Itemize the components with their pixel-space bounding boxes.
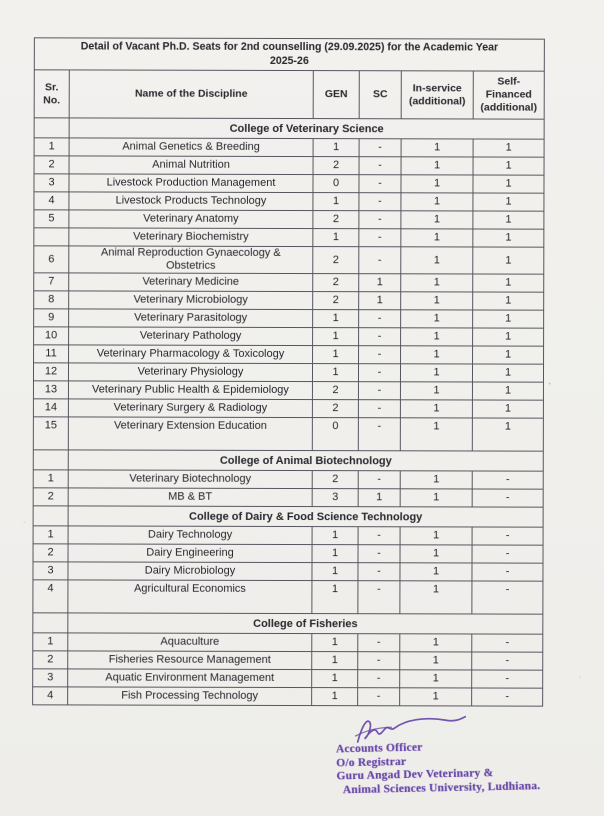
table-row xyxy=(33,363,543,382)
cell-self: 1 xyxy=(472,418,543,451)
cell-discipline: Dairy Microbiology xyxy=(68,562,312,581)
cell-self: 1 xyxy=(473,157,544,175)
column-header-sr: Sr. No. xyxy=(34,70,69,118)
cell-sr: 11 xyxy=(34,345,69,363)
cell-sc: - xyxy=(359,328,401,346)
table-row xyxy=(34,228,544,247)
table-row xyxy=(33,526,543,545)
cell-inservice: 1 xyxy=(400,688,472,706)
cell-sc: - xyxy=(359,157,401,175)
cell-self: 1 xyxy=(473,292,544,310)
cell-gen: 2 xyxy=(313,247,359,274)
section-sr-cell xyxy=(34,118,69,138)
table-row xyxy=(34,327,544,346)
cell-inservice: 1 xyxy=(400,563,472,581)
document-title: Detail of Vacant Ph.D. Seats for 2nd counselling (29.09.2025) for the Academic Year 2025-26 xyxy=(34,38,544,71)
cell-self: - xyxy=(472,581,543,614)
cell-discipline: Fisheries Resource Management xyxy=(68,651,312,670)
cell-discipline: Veterinary Public Health & Epidemiology xyxy=(68,381,312,400)
cell-gen: 1 xyxy=(312,545,358,563)
cell-inservice: 1 xyxy=(400,527,472,545)
cell-inservice: 1 xyxy=(401,157,473,175)
cell-sc: - xyxy=(359,229,401,247)
column-header-inservice: In-service (additional) xyxy=(401,71,473,119)
cell-self: 1 xyxy=(473,193,544,211)
cell-inservice: 1 xyxy=(401,175,473,193)
table-row xyxy=(34,156,544,175)
vacant-seats-table xyxy=(32,37,545,706)
section-header-row xyxy=(34,118,544,139)
cell-gen: 1 xyxy=(312,527,358,545)
section-header-row xyxy=(33,450,543,471)
cell-sr: 3 xyxy=(33,562,68,580)
cell-sc: - xyxy=(358,670,400,688)
cell-gen: 0 xyxy=(312,418,358,451)
cell-sc: - xyxy=(359,211,401,229)
table-row xyxy=(34,345,544,364)
table-row xyxy=(33,669,543,688)
cell-self: - xyxy=(472,527,543,545)
cell-self: 1 xyxy=(473,247,544,274)
cell-sc: 1 xyxy=(359,274,401,292)
cell-sr: 1 xyxy=(34,138,69,156)
cell-inservice: 1 xyxy=(400,581,472,614)
stamp-line-university1: Guru Angad Dev Veterinary & xyxy=(336,767,494,783)
cell-discipline: Veterinary Physiology xyxy=(68,363,312,382)
cell-gen: 1 xyxy=(313,229,359,247)
cell-self: 1 xyxy=(473,211,544,229)
cell-inservice: 1 xyxy=(401,229,473,247)
cell-inservice: 1 xyxy=(401,211,473,229)
cell-gen: 2 xyxy=(313,157,359,175)
table-row xyxy=(33,580,543,614)
cell-self: 1 xyxy=(473,328,544,346)
table-row xyxy=(33,417,543,451)
cell-sc: - xyxy=(358,545,400,563)
cell-self: 1 xyxy=(472,364,543,382)
cell-sc: - xyxy=(359,175,401,193)
cell-inservice: 1 xyxy=(400,364,472,382)
section-header-row xyxy=(33,506,543,527)
table-row xyxy=(33,562,543,581)
cell-self: 1 xyxy=(472,382,543,400)
cell-sc: - xyxy=(359,193,401,211)
cell-sc: 1 xyxy=(358,489,400,507)
cell-discipline: Animal Nutrition xyxy=(69,156,313,175)
cell-sc: - xyxy=(358,471,400,489)
cell-gen: 1 xyxy=(312,364,358,382)
table-row xyxy=(34,291,544,310)
cell-sc: - xyxy=(359,139,401,157)
stamp-line-office: O/o Registrar xyxy=(336,755,407,769)
cell-inservice: 1 xyxy=(400,670,472,688)
section-title: College of Fisheries xyxy=(68,613,543,634)
cell-sc: - xyxy=(358,581,400,614)
cell-inservice: 1 xyxy=(401,274,473,292)
cell-gen: 1 xyxy=(313,193,359,211)
table-row xyxy=(33,488,543,507)
cell-inservice: 1 xyxy=(400,400,472,418)
cell-discipline: Aquaculture xyxy=(68,633,312,652)
cell-gen: 2 xyxy=(313,211,359,229)
cell-sc: - xyxy=(358,400,400,418)
cell-discipline: Livestock Production Management xyxy=(69,174,313,193)
title-row xyxy=(34,38,544,71)
cell-gen: 2 xyxy=(313,274,359,292)
cell-sc: - xyxy=(359,346,401,364)
cell-discipline: Dairy Engineering xyxy=(68,544,312,563)
cell-sr: 8 xyxy=(34,291,69,309)
column-header-self: Self- Financed (additional) xyxy=(473,71,544,119)
cell-gen: 2 xyxy=(312,400,358,418)
table-row xyxy=(34,246,544,274)
cell-sr: 10 xyxy=(34,327,69,345)
cell-gen: 1 xyxy=(312,652,358,670)
cell-sc: - xyxy=(358,418,400,451)
cell-sc: - xyxy=(358,652,400,670)
cell-sr: 2 xyxy=(34,156,69,174)
cell-self: 1 xyxy=(473,274,544,292)
cell-discipline: Veterinary Biotechnology xyxy=(68,470,312,489)
cell-discipline: Animal Reproduction Gynaecology & Obstetrics xyxy=(69,246,313,274)
section-title: College of Veterinary Science xyxy=(69,118,544,139)
cell-inservice: 1 xyxy=(401,139,473,157)
cell-gen: 2 xyxy=(313,292,359,310)
cell-self: - xyxy=(472,670,543,688)
cell-sr: 3 xyxy=(33,669,68,687)
column-header-gen: GEN xyxy=(313,71,359,119)
cell-sc: 1 xyxy=(359,292,401,310)
table-row xyxy=(34,138,544,157)
cell-sc: - xyxy=(358,688,400,706)
cell-self: 1 xyxy=(473,175,544,193)
cell-sc: - xyxy=(359,310,401,328)
cell-sr: 6 xyxy=(34,246,69,273)
cell-gen: 2 xyxy=(312,471,358,489)
seats-table-body xyxy=(33,38,545,706)
cell-inservice: 1 xyxy=(400,418,472,451)
cell-discipline: Veterinary Anatomy xyxy=(69,210,313,229)
cell-sr: 2 xyxy=(33,488,68,506)
section-sr-cell xyxy=(33,613,68,633)
cell-inservice: 1 xyxy=(401,247,473,274)
cell-inservice: 1 xyxy=(401,292,473,310)
cell-self: - xyxy=(472,563,543,581)
cell-gen: 1 xyxy=(313,328,359,346)
section-title: College of Dairy & Food Science Technology xyxy=(68,506,543,527)
table-row xyxy=(33,399,543,418)
table-row xyxy=(33,687,543,706)
cell-sc: - xyxy=(358,563,400,581)
cell-discipline: Animal Genetics & Breeding xyxy=(69,138,313,157)
cell-inservice: 1 xyxy=(400,652,472,670)
cell-sr: 14 xyxy=(33,399,68,417)
cell-sc: - xyxy=(358,364,400,382)
section-sr-cell xyxy=(33,506,68,526)
cell-discipline: Livestock Products Technology xyxy=(69,192,313,211)
cell-inservice: 1 xyxy=(400,471,472,489)
cell-sr: 12 xyxy=(33,363,68,381)
column-header-row xyxy=(34,70,544,119)
cell-sr: 15 xyxy=(33,417,68,450)
cell-sr: 7 xyxy=(34,273,69,291)
cell-discipline: Veterinary Surgery & Radiology xyxy=(68,399,312,418)
section-header-row xyxy=(33,613,543,634)
cell-sr: 5 xyxy=(34,210,69,228)
cell-discipline: MB & BT xyxy=(68,488,312,507)
cell-sc: - xyxy=(358,527,400,545)
cell-sr: 2 xyxy=(33,544,68,562)
table-row xyxy=(33,381,543,400)
cell-gen: 0 xyxy=(313,175,359,193)
cell-inservice: 1 xyxy=(401,310,473,328)
cell-gen: 1 xyxy=(313,139,359,157)
cell-inservice: 1 xyxy=(400,545,472,563)
cell-gen: 1 xyxy=(312,634,358,652)
cell-self: 1 xyxy=(473,229,544,247)
cell-self: - xyxy=(472,545,543,563)
cell-discipline: Veterinary Pharmacology & Toxicology xyxy=(69,345,313,364)
table-row xyxy=(33,470,543,489)
cell-gen: 1 xyxy=(312,563,358,581)
cell-discipline: Aquatic Environment Management xyxy=(68,669,312,688)
cell-self: 1 xyxy=(473,139,544,157)
cell-inservice: 1 xyxy=(401,328,473,346)
cell-self: - xyxy=(472,652,543,670)
column-header-sc: SC xyxy=(359,71,401,119)
cell-discipline: Veterinary Extension Education xyxy=(68,417,312,451)
table-row xyxy=(34,192,544,211)
stamp-line-designation: Accounts Officer xyxy=(335,741,423,756)
cell-gen: 1 xyxy=(312,688,358,706)
cell-self: - xyxy=(472,489,543,507)
cell-sr: 9 xyxy=(34,309,69,327)
cell-gen: 1 xyxy=(312,670,358,688)
cell-sr: 4 xyxy=(33,687,68,705)
cell-sr: 13 xyxy=(33,381,68,399)
cell-sc: - xyxy=(358,382,400,400)
cell-self: - xyxy=(472,471,543,489)
cell-self: 1 xyxy=(473,310,544,328)
table-row xyxy=(33,633,543,652)
cell-inservice: 1 xyxy=(401,346,473,364)
cell-inservice: 1 xyxy=(400,634,472,652)
cell-sc: - xyxy=(359,247,401,274)
cell-discipline: Veterinary Pathology xyxy=(69,327,313,346)
cell-inservice: 1 xyxy=(400,382,472,400)
cell-sr: 1 xyxy=(33,470,68,488)
cell-discipline: Veterinary Medicine xyxy=(69,273,313,292)
cell-discipline: Veterinary Biochemistry xyxy=(69,228,313,247)
cell-discipline: Veterinary Parasitology xyxy=(69,309,313,328)
table-row xyxy=(34,210,544,229)
table-row xyxy=(33,544,543,563)
cell-sr: 1 xyxy=(33,633,68,651)
cell-sr: 1 xyxy=(33,526,68,544)
table-row xyxy=(34,174,544,193)
cell-gen: 1 xyxy=(312,581,358,614)
cell-discipline: Agricultural Economics xyxy=(68,580,312,614)
cell-discipline: Fish Processing Technology xyxy=(68,687,312,706)
cell-sr: 2 xyxy=(33,651,68,669)
cell-self: 1 xyxy=(472,400,543,418)
official-stamp xyxy=(335,712,567,798)
stamp-line-university2: Animal Sciences University, Ludhiana. xyxy=(342,779,541,796)
column-header-name: Name of the Discipline xyxy=(69,70,313,119)
cell-self: - xyxy=(472,634,543,652)
cell-gen: 1 xyxy=(313,310,359,328)
cell-discipline: Dairy Technology xyxy=(68,526,312,545)
cell-inservice: 1 xyxy=(401,193,473,211)
table-row xyxy=(34,273,544,292)
cell-gen: 2 xyxy=(312,382,358,400)
cell-sr: 3 xyxy=(34,174,69,192)
section-title: College of Animal Biotechnology xyxy=(68,450,543,471)
table-row xyxy=(33,651,543,670)
table-row xyxy=(34,309,544,328)
cell-sr xyxy=(34,228,69,246)
cell-gen: 1 xyxy=(313,346,359,364)
cell-discipline: Veterinary Microbiology xyxy=(69,291,313,310)
cell-sr: 4 xyxy=(34,192,69,210)
cell-inservice: 1 xyxy=(400,489,472,507)
cell-sc: - xyxy=(358,634,400,652)
cell-self: 1 xyxy=(473,346,544,364)
section-sr-cell xyxy=(33,450,68,470)
cell-gen: 3 xyxy=(312,489,358,507)
cell-self: - xyxy=(472,688,543,706)
cell-sr: 4 xyxy=(33,580,68,613)
